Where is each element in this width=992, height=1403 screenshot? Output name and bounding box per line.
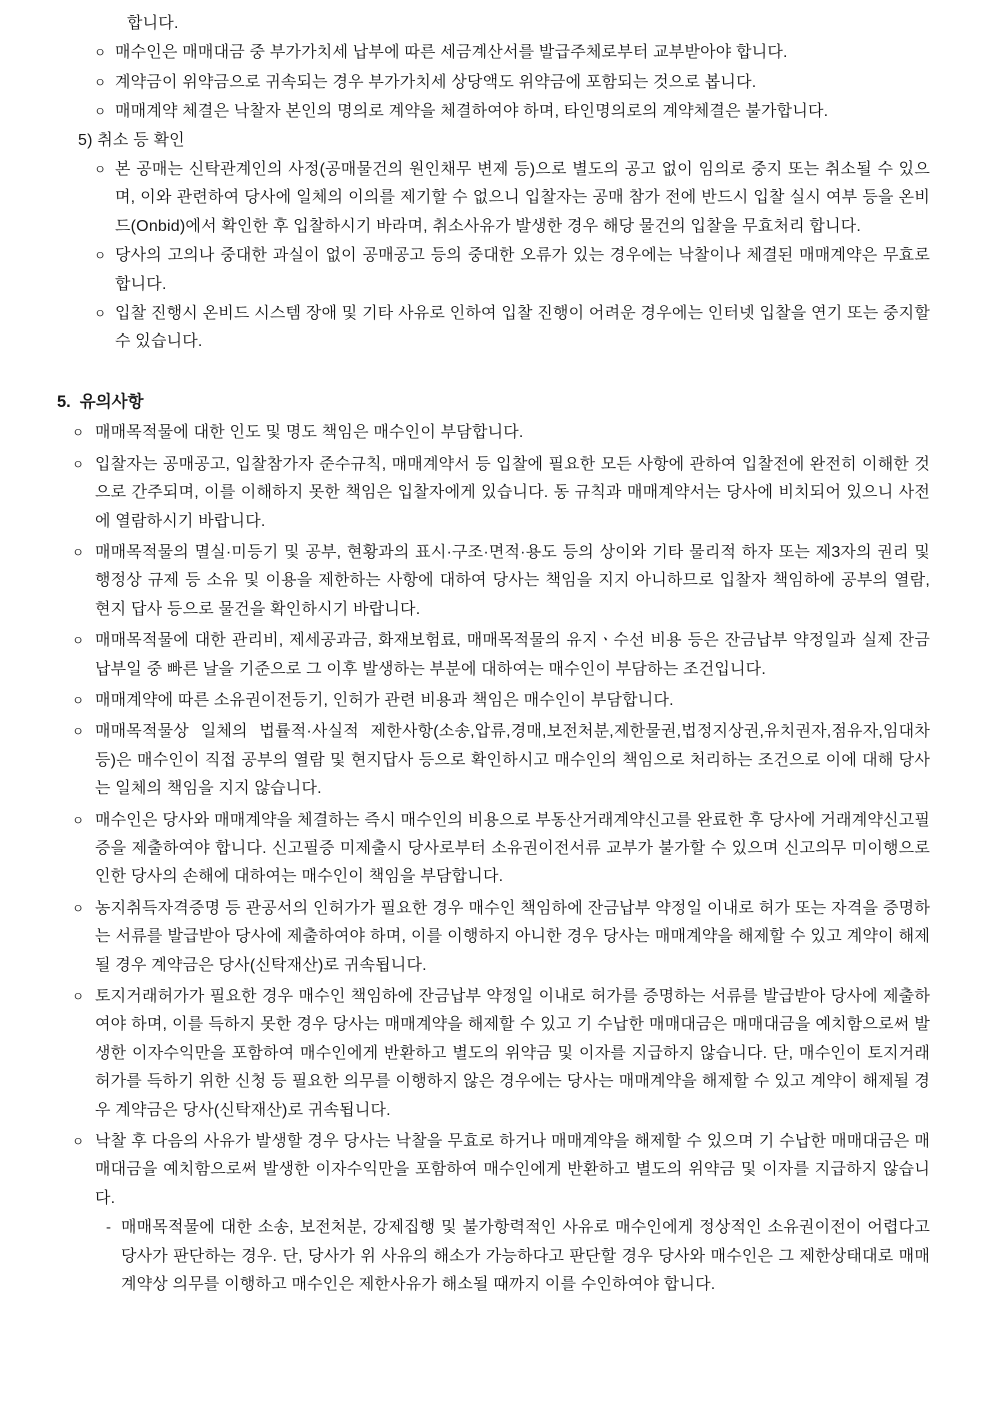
list-item (94, 300, 930, 357)
sub-bullet-text: 매매목적물에 대한 소송, 보전처분, 강제집행 및 불가항력적인 사유로 매수인에게 정상적인 소유권이전이 어렵다고 당사가 판단하는 경우. 단, 당사가 위 사유의 해소가 가능하다고 판단할 경우 당사와 매수인은 그 제한상태대로 매매계약상 의무를 이행하고 매수인은 제한사유가 해소될 때까지 이를 수인하여야 합니다. (121, 1219, 930, 1294)
bullet-text: 낙찰 후 다음의 사유가 발생할 경우 당사는 낙찰을 무효로 하거나 매매계약을 해제할 수 있으며 기 수납한 매매대금은 매매대금을 예치함으로써 발생한 이자수익만을 포함하여 매수인에게 반환하고 별도의 위약금 및 이자를 지급하지 않습니다. (95, 1133, 930, 1207)
section-number: 5. (57, 392, 71, 411)
paragraph-continuation: 합니다. (127, 15, 179, 32)
circle-bullet-marker: ㅇ (72, 901, 85, 916)
list-item (72, 807, 930, 892)
bullet-text: 매매목적물상 일체의 법률적·사실적 제한사항(소송,압류,경매,보전처분,제한물권,법정지상권,유치권자,점유자,임대차 등)은 매수인이 직접 공부의 열람 및 현지답사 등으로 확인하시고 매수인의 책임으로 처리하는 조건으로 이에 대해 당사는 일체의 책임을 지지 않습니다. (95, 723, 930, 798)
circle-bullet-marker: ㅇ (72, 990, 85, 1004)
circle-bullet-marker: ㅇ (94, 105, 107, 120)
bullet-text: 농지취득자격증명 등 관공서의 인허가가 필요한 경우 매수인 책임하에 잔금납부 약정일 이내로 허가 또는 자격을 증명하는 서류를 발급받아 당사에 제출하여야 하며, 이를 이행하지 아니한 경우 당사는 매매계약을 해제할 수 있고 계약이 해제될 경우 계약금은 당사(신탁재산)로 귀속됩니다. (95, 899, 930, 974)
bullet-text: 입찰 진행시 온비드 시스템 장애 및 기타 사유로 인하여 입찰 진행이 어려운 경우에는 인터넷 입찰을 연기 또는 중지할 수 있습니다. (115, 305, 930, 351)
list-item (72, 451, 930, 536)
bullet-text: 토지거래허가가 필요한 경우 매수인 책임하에 잔금납부 약정일 이내로 허가를 증명하는 서류를 발급받아 당사에 제출하여야 하며, 이를 득하지 못한 경우 당사는 매매계약을 해제할 수 있고 기 수납한 매매대금은 매매대금을 예치함으로써 발생한 이자수익만을 포함하여 매수인에게 반환하고 별도의 위약금 및 이자를 지급하지 않습니다. 단, 매수인이 토지거래허가를 득하기 위한 신청 등 필요한 의무를 이행하지 않은 경우에는 당사는 매매계약을 해제할 수 있고 계약이 해제될 경우 계약금은 당사(신탁재산)로 귀속됩니다. (95, 988, 930, 1119)
list-item (94, 242, 930, 299)
circle-bullet-marker: ㅇ (72, 457, 85, 472)
list-item (94, 39, 930, 67)
list-item (72, 419, 930, 447)
bullet-text: 매수인은 당사와 매매계약을 체결하는 즉시 매수인의 비용으로 부동산거래계약신고를 완료한 후 당사에 거래계약신고필증을 제출하여야 합니다. 신고필증 미제출시 당사로부터 소유권이전서류 교부가 불가할 수 있으며 신고의무 미이행으로 인한 당사의 손해에 대하여는 매수인이 책임을 부담합니다. (95, 811, 930, 886)
circle-bullet-marker: ㅇ (72, 545, 85, 560)
bullet-text: 매매목적물에 대한 인도 및 명도 책임은 매수인이 부담합니다. (95, 424, 524, 442)
section-heading (57, 388, 930, 416)
circle-bullet-marker: ㅇ (72, 634, 85, 649)
bullet-text: 계약금이 위약금으로 귀속되는 경우 부가가치세 상당액도 위약금에 포함되는 것으로 봅니다. (115, 73, 757, 91)
circle-bullet-marker: ㅇ (94, 307, 107, 322)
circle-bullet-marker: ㅇ (72, 725, 85, 740)
list-item (72, 627, 930, 684)
circle-bullet-marker: ㅇ (72, 813, 85, 828)
bullet-text: 본 공매는 신탁관계인의 사정(공매물건의 원인채무 변제 등)으로 별도의 공고 없이 임의로 중지 또는 취소될 수 있으며, 이와 관련하여 당사에 일체의 이의를 제기할 수 없으니 입찰자는 공매 참가 전에 반드시 입찰 실시 여부 등을 온비드(Onbid)에서 확인한 후 입찰하시기 바라며, 취소사유가 발생한 경우 해당 물건의 입찰을 무효처리 합니다. (115, 161, 930, 235)
sub-list-item (106, 1214, 930, 1299)
bullet-text: 매매계약에 따른 소유권이전등기, 인허가 관련 비용과 책임은 매수인이 부담합니다. (95, 691, 674, 709)
list-item (72, 1128, 930, 1213)
bullet-text: 매수인은 매매대금 중 부가가치세 납부에 따른 세금계산서를 발급주체로부터 교부받아야 합니다. (115, 44, 788, 62)
section-title: 유의사항 (79, 392, 144, 411)
bullet-text: 매매계약 체결은 낙찰자 본인의 명의로 계약을 체결하여야 하며, 타인명의로의 계약체결은 불가합니다. (115, 103, 829, 121)
list-item (72, 895, 930, 980)
circle-bullet-marker: ㅇ (72, 1135, 85, 1150)
list-item (72, 718, 930, 803)
bullet-text: 매매목적물에 대한 관리비, 제세공과금, 화재보험료, 매매목적물의 유지ㆍ수선 비용 등은 잔금납부 약정일과 실제 잔금납부일 중 빠른 날을 기준으로 그 이후 발생하는 부분에 대하여는 매수인이 부담하는 조건입니다. (95, 632, 930, 678)
circle-bullet-marker: ㅇ (94, 249, 107, 264)
list-item (94, 69, 930, 97)
list-item (72, 687, 930, 715)
circle-bullet-marker: ㅇ (94, 163, 107, 178)
bullet-text: 입찰자는 공매공고, 입찰참가자 준수규칙, 매매계약서 등 입찰에 필요한 모든 사항에 관하여 입찰전에 완전히 이해한 것으로 간주되며, 이를 이해하지 못한 책임은 입찰자에게 있습니다. 동 규칙과 매매계약서는 당사에 비치되어 있으니 사전에 열람하시기 바랍니다. (95, 455, 930, 530)
circle-bullet-marker: ㅇ (72, 693, 85, 708)
subsection-heading: 5) 취소 등 확인 (78, 131, 185, 149)
list-item (72, 983, 930, 1125)
bullet-text: 매매목적물의 멸실·미등기 및 공부, 현황과의 표시·구조·면적·용도 등의 상이와 기타 물리적 하자 또는 제3자의 권리 및 행정상 규제 등 소유 및 이용을 제한하는 사항에 대하여 당사는 책임을 지지 아니하므로 입찰자 책임하에 공부의 열람, 현지 답사 등으로 물건을 확인하시기 바랍니다. (95, 543, 930, 618)
circle-bullet-marker: ㅇ (72, 426, 85, 441)
circle-bullet-marker: ㅇ (94, 75, 107, 90)
circle-bullet-marker: ㅇ (94, 46, 107, 61)
list-item (94, 156, 930, 241)
bullet-text: 당사의 고의나 중대한 과실이 없이 공매공고 등의 중대한 오류가 있는 경우에는 낙찰이나 체결된 매매계약은 무효로 합니다. (115, 247, 930, 293)
dash-bullet-marker: - (106, 1219, 111, 1237)
list-item (94, 98, 930, 126)
list-item (72, 539, 930, 624)
